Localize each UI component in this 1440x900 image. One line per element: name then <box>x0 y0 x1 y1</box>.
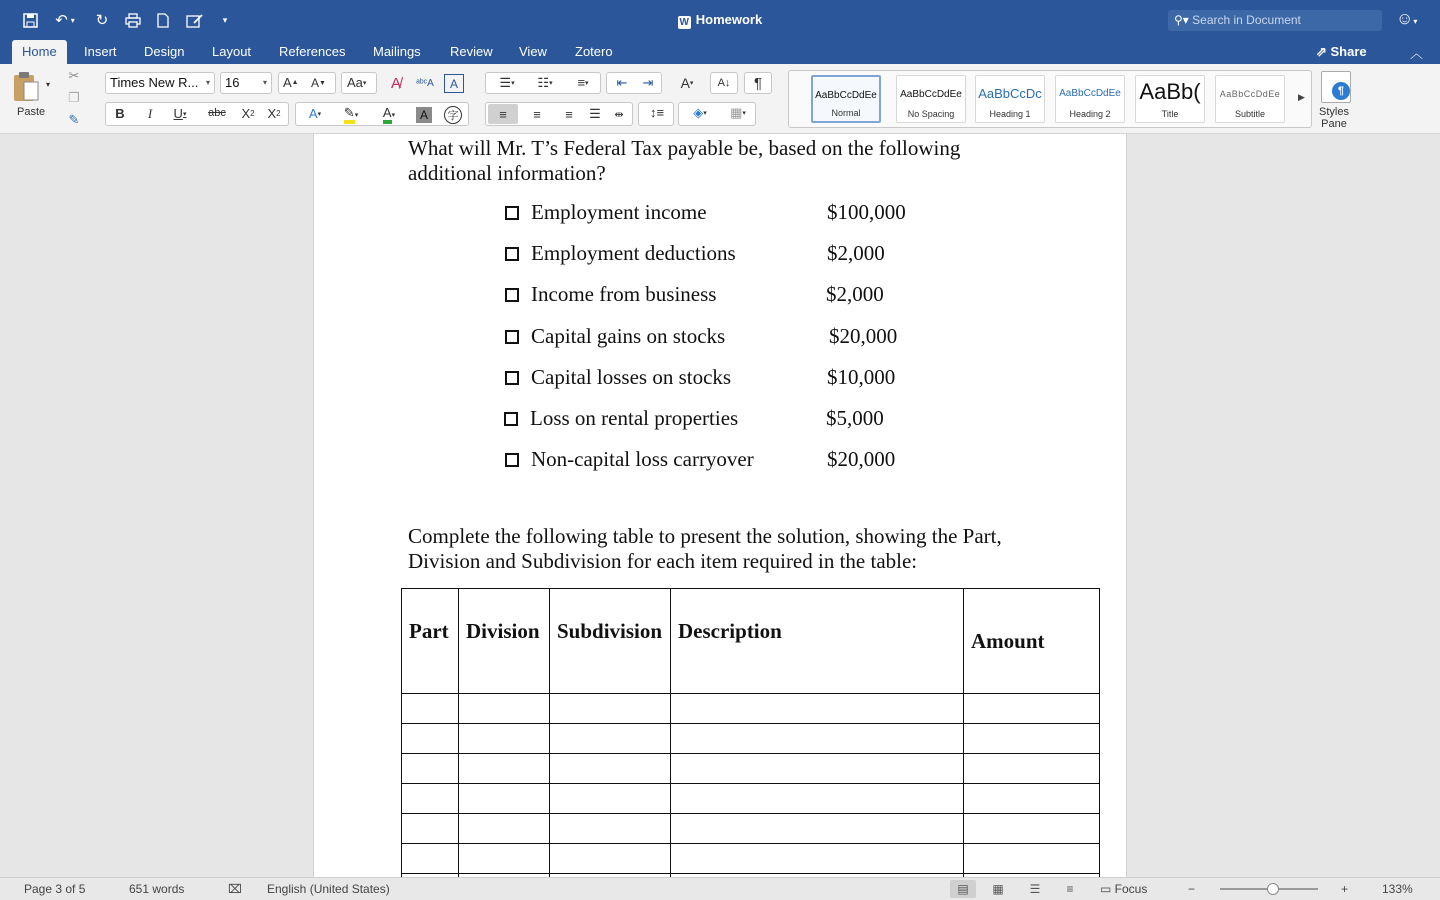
character-border-icon[interactable]: A <box>444 74 464 93</box>
font-size-select[interactable] <box>220 72 272 94</box>
document-page[interactable] <box>313 134 1127 877</box>
style-no-spacing[interactable] <box>896 75 966 123</box>
language[interactable]: English (United States) <box>267 882 390 896</box>
style-heading-1[interactable] <box>975 75 1045 123</box>
table-cell[interactable] <box>459 724 550 754</box>
proofing-icon[interactable]: ⌧ <box>228 882 242 896</box>
print-layout-view-icon[interactable]: ▤ <box>950 880 976 898</box>
change-case-icon: Aa ▾ <box>347 75 367 90</box>
ribbon <box>0 64 1440 134</box>
table-cell[interactable] <box>671 694 964 724</box>
item-label: Capital gains on stocks <box>531 324 726 348</box>
tab-review[interactable]: Review <box>450 44 493 59</box>
sort-icon[interactable]: A↓ <box>710 72 738 94</box>
table-header-subdivision: Subdivision <box>550 589 671 694</box>
tab-design[interactable]: Design <box>144 44 185 59</box>
table-cell[interactable] <box>550 754 671 784</box>
item-label: Loss on rental properties <box>530 406 739 430</box>
share-label: Share <box>1330 44 1367 59</box>
table-cell[interactable] <box>402 784 459 814</box>
style-normal[interactable] <box>811 75 881 123</box>
checkbox-icon <box>505 371 519 385</box>
table-cell[interactable] <box>459 814 550 844</box>
item-amount: $20,000 <box>827 447 896 471</box>
ribbon-tabs <box>0 40 1440 64</box>
text-direction-icon[interactable]: A ▾ <box>680 75 694 91</box>
zoom-level[interactable]: 133% <box>1382 882 1413 896</box>
table-header-amount: Amount <box>964 589 1100 694</box>
style-name: Normal <box>831 108 861 118</box>
font-size-value: 16 <box>225 75 240 90</box>
table-row <box>402 844 1100 874</box>
borders-icon[interactable]: ▦ ▾ <box>730 105 746 120</box>
tab-zotero[interactable]: Zotero <box>575 44 613 59</box>
item-label: Employment income <box>531 200 707 224</box>
item-amount: $2,000 <box>826 282 884 306</box>
style-name: Heading 1 <box>989 109 1031 119</box>
undo-icon[interactable]: ↶ ▾ <box>55 12 75 29</box>
checkbox-icon <box>505 288 519 302</box>
search-placeholder: Search in Document <box>1192 13 1301 27</box>
share-icon: ⇗ <box>1316 44 1331 59</box>
subscript-icon[interactable]: X 2 <box>241 106 255 121</box>
table-cell[interactable] <box>550 724 671 754</box>
line-spacing-icon: ↕≡ <box>649 105 665 120</box>
highlight-color-icon[interactable]: ✎ ▾ <box>336 106 366 124</box>
chevron-down-icon: ▾ <box>205 78 210 87</box>
table-row <box>402 814 1100 844</box>
table-cell[interactable] <box>459 844 550 874</box>
item-label: Employment deductions <box>531 241 736 265</box>
style-sample: AaBbCcDdEe <box>1219 89 1281 99</box>
indent-buttons <box>606 72 662 94</box>
align-center-icon[interactable]: ≡ <box>533 106 541 122</box>
shading-borders-buttons <box>678 102 756 126</box>
tab-mailings[interactable]: Mailings <box>373 44 421 59</box>
decrease-indent-icon[interactable]: ⇤ <box>616 75 628 90</box>
solution-table <box>401 588 1100 877</box>
table-cell[interactable] <box>550 844 671 874</box>
shading-icon[interactable]: ◈ ▾ <box>693 105 707 120</box>
paste-label: Paste <box>17 106 46 118</box>
web-layout-view-icon[interactable]: ▦ <box>992 882 1004 896</box>
table-cell[interactable] <box>964 814 1100 844</box>
shrink-font-icon[interactable]: A ▼ <box>311 76 326 90</box>
align-left-icon[interactable]: ≡ <box>488 104 518 124</box>
table-cell[interactable] <box>459 784 550 814</box>
style-sample: AaBbCcDdEe <box>900 89 962 100</box>
table-cell[interactable] <box>671 754 964 784</box>
item-amount: $100,000 <box>827 200 906 224</box>
checkbox-icon <box>505 247 519 261</box>
question-line-2: additional information? <box>408 161 606 185</box>
format-painter-icon[interactable]: ✎ <box>68 112 80 127</box>
phonetic-guide-icon[interactable]: ᵃᵇᶜA <box>416 77 434 89</box>
numbering-icon[interactable]: ☷ ▾ <box>537 75 553 90</box>
instruction-line-1: Complete the following table to present the solution, showing the Part, <box>408 524 1002 548</box>
styles-pane-label: Styles Pane <box>1319 106 1349 130</box>
zoom-in-button[interactable]: + <box>1341 882 1349 896</box>
checkbox-icon <box>504 412 518 426</box>
table-cell[interactable] <box>964 754 1100 784</box>
collapse-ribbon-icon[interactable]: ︿ <box>1410 46 1424 61</box>
item-label: Non-capital loss carryover <box>531 447 754 471</box>
table-cell[interactable] <box>964 694 1100 724</box>
increase-indent-icon[interactable]: ⇥ <box>642 75 654 90</box>
table-cell[interactable] <box>671 724 964 754</box>
table-cell[interactable] <box>402 694 459 724</box>
tab-home[interactable]: Home <box>12 40 67 64</box>
focus-button[interactable] <box>1100 882 1147 896</box>
style-sample: AaBb( <box>1139 79 1201 104</box>
tab-view[interactable]: View <box>519 44 547 59</box>
paste-dropdown-icon[interactable]: ▾ <box>46 80 51 89</box>
tab-insert[interactable]: Insert <box>84 44 117 59</box>
list-buttons <box>485 72 601 94</box>
text-effects-icon[interactable]: A ▾ <box>308 106 322 121</box>
style-subtitle[interactable] <box>1215 75 1285 123</box>
styles-pane-button[interactable] <box>1321 71 1351 103</box>
styles-pane-icon: ¶ <box>1332 82 1350 100</box>
show-formatting-marks-icon[interactable]: ¶ <box>744 72 772 94</box>
table-cell[interactable] <box>671 784 964 814</box>
bullets-icon[interactable]: ☰ ▾ <box>499 75 515 90</box>
chevron-down-icon: ▾ <box>262 78 267 87</box>
table-header-row <box>402 589 1100 694</box>
table-cell[interactable] <box>550 814 671 844</box>
bold-icon[interactable]: B <box>115 106 125 121</box>
customize-toolbar-icon[interactable]: ▾ <box>222 14 228 25</box>
checkbox-icon <box>505 330 519 344</box>
style-title[interactable] <box>1135 75 1205 123</box>
table-row <box>402 694 1100 724</box>
clear-formatting-icon[interactable]: A̸ <box>390 74 401 92</box>
share-button[interactable] <box>1316 44 1367 60</box>
paste-icon[interactable] <box>13 70 41 104</box>
font-name-select[interactable] <box>105 72 215 94</box>
line-spacing-button[interactable] <box>638 102 674 126</box>
table-row <box>402 724 1100 754</box>
table-row <box>402 784 1100 814</box>
title-bar <box>0 0 1440 40</box>
style-name: Subtitle <box>1234 109 1266 119</box>
style-name: Title <box>1161 109 1179 119</box>
align-right-icon[interactable]: ≡ <box>565 106 573 122</box>
style-heading-2[interactable] <box>1055 75 1125 123</box>
cut-icon[interactable]: ✂ <box>68 68 80 83</box>
change-case-button[interactable] <box>341 72 377 94</box>
tab-layout[interactable]: Layout <box>212 44 252 59</box>
table-cell[interactable] <box>964 724 1100 754</box>
table-header-division: Division <box>459 589 550 694</box>
outline-view-icon[interactable]: ☰ <box>1029 882 1041 896</box>
table-cell[interactable] <box>964 844 1100 874</box>
search-input[interactable] <box>1168 10 1382 31</box>
tab-references[interactable]: References <box>279 44 346 59</box>
checkbox-icon <box>505 453 519 467</box>
status-bar <box>0 877 1440 900</box>
style-name: Heading 2 <box>1069 109 1111 119</box>
table-header-description: Description <box>671 589 964 694</box>
font-size-buttons <box>278 72 336 94</box>
underline-icon[interactable]: U ▾ <box>173 106 187 121</box>
font-color-buttons <box>295 102 469 126</box>
table-cell[interactable] <box>459 754 550 784</box>
justify-icon[interactable]: ☰ <box>589 106 601 121</box>
table-row <box>402 754 1100 784</box>
table-cell[interactable] <box>964 784 1100 814</box>
table-header-part: Part <box>402 589 459 694</box>
style-sample: AaBbCcDc <box>978 86 1042 101</box>
copy-icon[interactable]: ❐ <box>68 90 80 105</box>
strikethrough-icon[interactable]: abc <box>208 107 226 119</box>
draft-view-icon[interactable]: ≡ <box>1066 882 1074 896</box>
checkbox-icon <box>505 206 519 220</box>
distributed-icon[interactable]: ⇹ <box>614 108 624 121</box>
grow-font-icon[interactable]: A ▲ <box>283 75 299 90</box>
item-label: Capital losses on stocks <box>531 365 732 389</box>
italic-icon[interactable]: I <box>147 106 153 121</box>
item-amount: $2,000 <box>827 241 885 265</box>
enclose-characters-icon[interactable]: 字 <box>444 106 462 124</box>
style-sample: AaBbCcDdEe <box>815 90 877 101</box>
font-name-value: Times New R... <box>110 75 199 90</box>
table-cell[interactable] <box>671 814 964 844</box>
table-cell[interactable] <box>402 724 459 754</box>
search-icon: ⚲▾ <box>1174 13 1189 27</box>
word-count[interactable]: 651 words <box>129 882 185 896</box>
item-amount: $5,000 <box>826 406 884 430</box>
question-line-1: What will Mr. T’s Federal Tax payable be, based on the following <box>408 136 961 160</box>
multilevel-list-icon[interactable]: ≡ ▾ <box>577 75 589 90</box>
table-cell[interactable] <box>550 784 671 814</box>
focus-label: Focus <box>1114 882 1148 896</box>
style-name: No Spacing <box>907 109 955 119</box>
word-doc-icon: W <box>679 17 689 28</box>
table-cell[interactable] <box>402 844 459 874</box>
item-amount: $10,000 <box>827 365 896 389</box>
superscript-icon[interactable]: X 2 <box>267 106 281 121</box>
gallery-more-icon[interactable]: ▶ <box>1298 92 1305 102</box>
styles-gallery <box>788 70 1312 128</box>
alignment-buttons <box>485 102 633 126</box>
zoom-slider-thumb[interactable] <box>1267 883 1279 895</box>
item-amount: $20,000 <box>829 324 898 348</box>
table-cell[interactable] <box>402 754 459 784</box>
table-cell[interactable] <box>459 694 550 724</box>
focus-icon: ▭ <box>1100 882 1115 896</box>
table-cell[interactable] <box>550 694 671 724</box>
font-format-buttons <box>105 102 289 126</box>
style-sample: AaBbCcDdEe <box>1059 88 1121 99</box>
instruction-line-2: Division and Subdivision for each item required in the table: <box>408 549 918 573</box>
redo-icon[interactable]: ↻ <box>95 12 109 29</box>
feedback-smiley-icon[interactable]: ☺▾ <box>1396 9 1418 28</box>
table-cell[interactable] <box>402 814 459 844</box>
item-label: Income from business <box>531 282 717 306</box>
window-title-text: Homework <box>695 12 763 27</box>
table-cell[interactable] <box>671 844 964 874</box>
character-shading-icon[interactable]: A <box>416 107 432 123</box>
font-color-icon[interactable]: A ▾ <box>374 106 404 124</box>
page-count[interactable]: Page 3 of 5 <box>24 882 86 896</box>
zoom-out-button[interactable]: − <box>1188 882 1196 896</box>
